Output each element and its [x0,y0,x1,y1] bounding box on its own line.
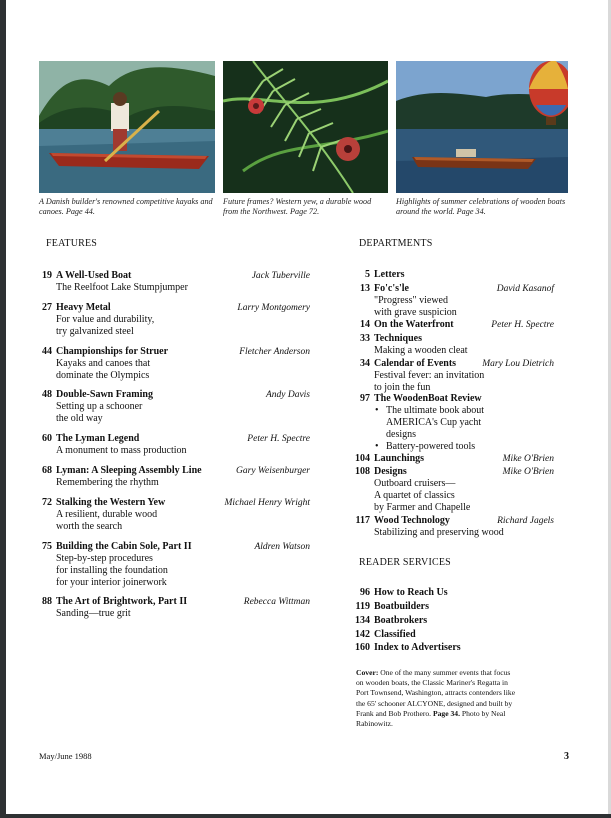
page-number: 96 [360,587,370,598]
photo-credit: Photo by Neal Rabinowitz. [356,708,506,729]
article-description: to join the fun [374,382,431,393]
toc-entry[interactable] [354,466,554,514]
article-description: Sanding—true grit [56,608,131,619]
page-number: 160 [355,642,370,653]
toc-entry[interactable] [36,302,310,338]
paddler-canoe-photo [39,61,215,193]
page-number: 60 [42,433,52,444]
toc-entry[interactable] [354,269,554,281]
review-item-text: Battery-powered tools [386,441,476,452]
boat-balloon-photo [396,61,568,193]
article-author: David Kasanof [496,284,554,294]
toc-entry[interactable] [354,641,461,655]
article-title: The WoodenBoat Review [374,393,482,404]
article-title: Boatbuilders [374,601,430,612]
article-author: Andy Davis [265,390,310,400]
page-number: 5 [365,269,370,280]
article-title: Championships for Struer [56,346,169,357]
toc-entry[interactable] [36,596,310,620]
page-number-footer: 3 [564,751,569,762]
toc-entry[interactable] [36,465,310,489]
toc-entry[interactable] [36,389,310,425]
article-title: Boatbrokers [374,615,428,626]
article-description: for your interior joinerwork [56,577,167,588]
article-author: Aldren Watson [254,542,310,552]
page-number: 27 [42,302,52,313]
article-title: Stalking the Western Yew [56,497,166,508]
scan-edge-bottom [0,814,611,818]
page-number: 142 [355,629,370,640]
reader-services-heading: READER SERVICES [359,557,451,568]
article-description: the old way [56,413,103,424]
article-description: Festival fever: an invitation [374,370,485,381]
page-number: 88 [42,596,52,607]
article-author: Michael Henry Wright [224,498,310,508]
page-number: 119 [355,601,370,612]
article-description: "Progress" viewed [374,295,448,306]
article-title: Techniques [374,333,422,344]
article-description: The Reelfoot Lake Stumpjumper [56,282,188,293]
page-number: 13 [360,283,370,294]
article-description: A quartet of classics [374,490,455,501]
review-list [354,405,554,453]
toc-entry[interactable] [354,453,554,465]
article-title: Lyman: A Sleeping Assembly Line [56,465,202,476]
article-author: Peter H. Spectre [247,434,310,444]
page-number: 34 [360,358,370,369]
toc-entry[interactable] [354,333,554,357]
toc-entry[interactable] [354,358,554,394]
photo-caption: Future frames? Western yew, a durable wood from the Northwest. Page 72. [223,197,372,216]
article-title: Heavy Metal [56,302,111,313]
article-author: Gary Weisenburger [236,466,310,476]
article-title: The Lyman Legend [56,433,140,444]
article-description: dominate the Olympics [56,370,150,381]
page-number: 134 [355,615,370,626]
cover-page-ref: Page 34. [433,708,460,718]
article-author: Mike O'Brien [502,467,554,477]
article-title: A Well-Used Boat [56,270,132,281]
article-description: For value and durability, [56,314,155,325]
review-item [374,441,554,453]
scan-edge-left [0,0,6,818]
article-title: Launchings [374,453,425,464]
page-number: 33 [360,333,370,344]
toc-entry[interactable] [354,319,554,331]
article-title: How to Reach Us [374,587,448,598]
article-description: worth the search [56,521,123,532]
cover-text: One of the many summer events that focus on wooden boats, the Classic Mariner's Regatta in Port Townsend, Washington, attracts contenders like the 65' schooner ALCYONE, designed and built by Frank and Bob Prothero. [356,668,516,718]
article-title: Wood Technology [374,515,450,526]
article-title: Calendar of Events [374,358,457,369]
toc-entry[interactable] [36,433,310,457]
toc-entry[interactable] [354,515,554,539]
article-author: Peter H. Spectre [491,320,554,330]
article-title: Index to Advertisers [374,642,461,653]
review-item [374,405,554,441]
article-description: for installing the foundation [56,565,168,576]
toc-entry[interactable] [36,541,310,589]
article-author: Larry Montgomery [237,303,310,313]
toc-entry[interactable] [36,346,310,382]
article-description: Making a wooden cleat [374,345,468,356]
article-description: Step-by-step procedures [56,553,153,564]
page-number: 97 [360,393,370,404]
toc-entry[interactable] [354,614,427,628]
article-description: Setting up a schooner [56,401,143,412]
article-title: Designs [374,466,407,477]
article-description: Outboard cruisers— [374,478,456,489]
article-title: The Art of Brightwork, Part II [56,596,188,607]
yew-branch-photo [223,61,388,193]
cover-note [356,668,516,729]
article-title: Letters [374,269,405,280]
departments-heading: DEPARTMENTS [359,238,433,249]
page-number: 117 [355,515,370,526]
article-title: Fo'c's'le [374,283,409,294]
page-number: 108 [355,466,370,477]
photo-caption: A Danish builder's renowned competitive kayaks and canoes. Page 44. [39,197,213,216]
toc-entry[interactable] [354,586,448,600]
toc-entry[interactable] [354,600,429,614]
article-description: Stabilizing and preserving wood [374,527,504,538]
article-description: A monument to mass production [56,445,187,456]
page-number: 104 [355,453,370,464]
article-author: Mary Lou Dietrich [482,359,554,369]
article-description: Kayaks and canoes that [56,358,151,369]
article-title: Classified [374,629,416,640]
page-number: 48 [42,389,52,400]
article-title: Double-Sawn Framing [56,389,153,400]
issue-date: May/June 1988 [39,751,92,761]
page-number: 44 [42,346,52,357]
article-title: Building the Cabin Sole, Part II [56,541,192,552]
toc-entry[interactable] [354,393,554,453]
article-description: A resilient, durable wood [56,509,158,520]
article-description: by Farmer and Chapelle [374,502,471,513]
page-number: 72 [42,497,52,508]
review-item-text: The ultimate book about AMERICA's Cup yacht designs [386,405,485,440]
page-number: 68 [42,465,52,476]
toc-entry[interactable] [354,283,554,319]
cover-label: Cover: [356,668,379,677]
page-number: 14 [360,319,370,330]
article-author: Mike O'Brien [502,454,554,464]
article-author: Rebecca Wittman [243,597,310,607]
article-description: try galvanized steel [56,326,134,337]
page-number: 75 [42,541,52,552]
toc-entry[interactable] [36,270,310,294]
toc-entry[interactable] [36,497,310,533]
page-number: 19 [42,270,52,281]
article-title: On the Waterfront [374,319,454,330]
article-author: Jack Tuberville [251,271,310,281]
article-description: Remembering the rhythm [56,477,159,488]
article-author: Richard Jagels [497,516,554,526]
photo-caption: Highlights of summer celebrations of wooden boats around the world. Page 34. [396,197,566,216]
features-heading: FEATURES [46,238,98,249]
toc-entry[interactable] [354,628,416,642]
article-author: Fletcher Anderson [239,347,310,357]
article-description: with grave suspicion [374,307,457,318]
